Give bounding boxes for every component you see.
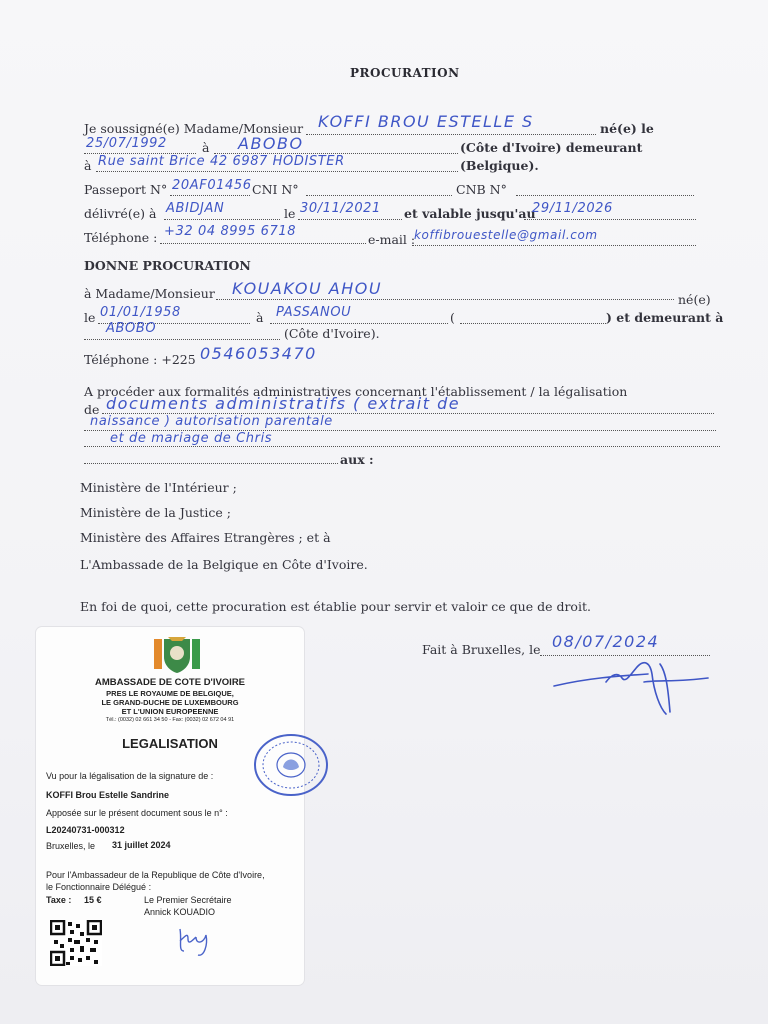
card-date: 31 juillet 2024 [112, 840, 171, 850]
ivory-coast-emblem-icon [154, 635, 200, 675]
hand-documents-1: documents administratifs ( extrait de [106, 394, 461, 413]
card-signatory-name: KOFFI Brou Estelle Sandrine [46, 790, 170, 800]
card-pour-2: le Fonctionnaire Délégué : [46, 882, 152, 892]
valable-label: et valable jusqu'au [404, 206, 536, 221]
le-label: le [284, 206, 296, 221]
hand-valid-until: 29/11/2026 [532, 201, 613, 216]
card-phone-fax: Tél.: (0032) 02 661 34 50 - Fax: (0032) 02 672 04 91 [105, 717, 235, 723]
card-secretary-name: Annick KOUADIO [144, 907, 216, 917]
a-label: à [202, 140, 210, 155]
hand-passport: 20AF01456 [172, 178, 252, 193]
dotted-line [524, 219, 696, 220]
nee2-label: né(e) [678, 292, 711, 307]
dotted-line [164, 219, 280, 220]
hand-mandataire-residence: ABOBO [106, 321, 157, 336]
card-apposee-text: Apposée sur le présent document sous le n° : [46, 808, 228, 818]
donne-procuration-heading: DONNE PROCURATION [84, 258, 251, 273]
belgique-label: (Belgique). [460, 158, 539, 173]
card-pres-2: LE GRAND-DUCHE DE LUXEMBOURG [101, 698, 239, 707]
hand-issue-date: 30/11/2021 [300, 201, 381, 216]
dotted-line [84, 339, 280, 340]
hand-address: Rue saint Brice 42 6987 HODISTER [98, 154, 345, 169]
card-embassy-name: AMBASSADE DE COTE D'IVOIRE [94, 677, 246, 688]
card-secretary-title: Le Premier Secrétaire [144, 895, 232, 905]
card-pres-3: ET L'UNION EUROPEENNE [121, 707, 219, 716]
aux-label: aux : [340, 452, 374, 467]
dotted-line [216, 299, 674, 300]
cni-label: CNI N° [252, 182, 299, 197]
hand-name: KOFFI BROU ESTELLE S [318, 112, 534, 131]
cnb-label: CNB N° [456, 182, 507, 197]
a2-label: à [256, 310, 264, 325]
card-taxe-label: Taxe : [46, 895, 72, 905]
hand-mandataire-birthplace: PASSANOU [276, 305, 352, 320]
hand-documents-3: et de mariage de Chris [110, 431, 273, 446]
embassy-belgium: L'Ambassade de la Belgique en Côte d'Ivoire. [80, 557, 368, 572]
telephone2-label: Téléphone : +225 [84, 352, 196, 367]
dotted-line [298, 219, 402, 220]
de-label: de [84, 402, 100, 417]
card-secretary-signature [174, 921, 218, 961]
card-legal-number: L20240731-000312 [46, 825, 125, 835]
fait-bruxelles-label: Fait à Bruxelles, le [422, 642, 541, 657]
telephone-label: Téléphone : [84, 230, 158, 245]
hand-email: koffibrouestelle@gmail.com [414, 228, 598, 242]
ministry-justice: Ministère de la Justice ; [80, 505, 231, 520]
cote-ivoire-label: (Côte d'Ivoire). [284, 326, 380, 341]
dotted-line [84, 463, 338, 464]
hand-signature-date: 08/07/2024 [552, 632, 660, 651]
dotted-line [96, 171, 458, 172]
formalites-text: A procéder aux formalités administratives concernant l'établissement / la légalisation [84, 384, 628, 399]
signature-scribble [548, 652, 718, 722]
ministry-foreign: Ministère des Affaires Etrangères ; et à [80, 530, 331, 545]
dotted-line [412, 245, 696, 246]
dotted-line [460, 323, 606, 324]
dotted-line [170, 195, 250, 196]
hand-birthdate: 25/07/1992 [86, 136, 167, 151]
ministry-interior: Ministère de l'Intérieur ; [80, 480, 237, 495]
hand-phone: +32 04 8995 6718 [164, 224, 297, 239]
cote-ivoire-demeurant: (Côte d'Ivoire) demeurant [460, 140, 643, 155]
a-label: à [84, 158, 92, 173]
demeurant-a-label: ) et demeurant à [606, 310, 724, 325]
paren-open: ( [450, 310, 455, 325]
dotted-line [160, 243, 366, 244]
nee-label: né(e) le [600, 121, 654, 136]
card-pres-1: PRES LE ROYAUME DE BELGIQUE, [106, 689, 234, 698]
card-bruxelles-label: Bruxelles, le [46, 841, 96, 851]
hand-mandataire-phone: 0546053470 [200, 344, 317, 363]
passeport-label: Passeport N° [84, 182, 168, 197]
card-taxe-value: 15 € [84, 895, 102, 905]
email-label: e-mail : [368, 232, 416, 247]
doc-title: PROCURATION [350, 66, 460, 80]
card-pour-1: Pour l'Ambassadeur de la Republique de Côte d'Ivoire, [46, 870, 265, 880]
hand-mandataire-birthdate: 01/01/1958 [100, 305, 181, 320]
le2-label: le [84, 310, 96, 325]
soussigne-label: Je soussigné(e) Madame/Monsieur [84, 121, 304, 136]
card-heading: LEGALISATION [122, 736, 218, 751]
en-foi-text: En foi de quoi, cette procuration est établie pour servir et valoir ce que de droit. [80, 599, 591, 614]
embassy-round-stamp-icon [253, 733, 329, 797]
dotted-line [516, 195, 694, 196]
dotted-line [270, 323, 448, 324]
hand-issue-place: ABIDJAN [166, 201, 225, 216]
dotted-line [306, 134, 596, 135]
delivre-label: délivré(e) à [84, 206, 157, 221]
hand-documents-2: naissance ) autorisation parentale [90, 414, 333, 429]
mandataire-label: à Madame/Monsieur [84, 286, 215, 301]
dotted-line [306, 195, 452, 196]
hand-mandataire-name: KOUAKOU AHOU [232, 279, 383, 298]
dotted-line [84, 446, 720, 447]
card-vu-text: Vu pour la légalisation de la signature de : [46, 771, 214, 781]
qr-code-icon [50, 920, 102, 966]
hand-birthplace: ABOBO [238, 134, 304, 153]
